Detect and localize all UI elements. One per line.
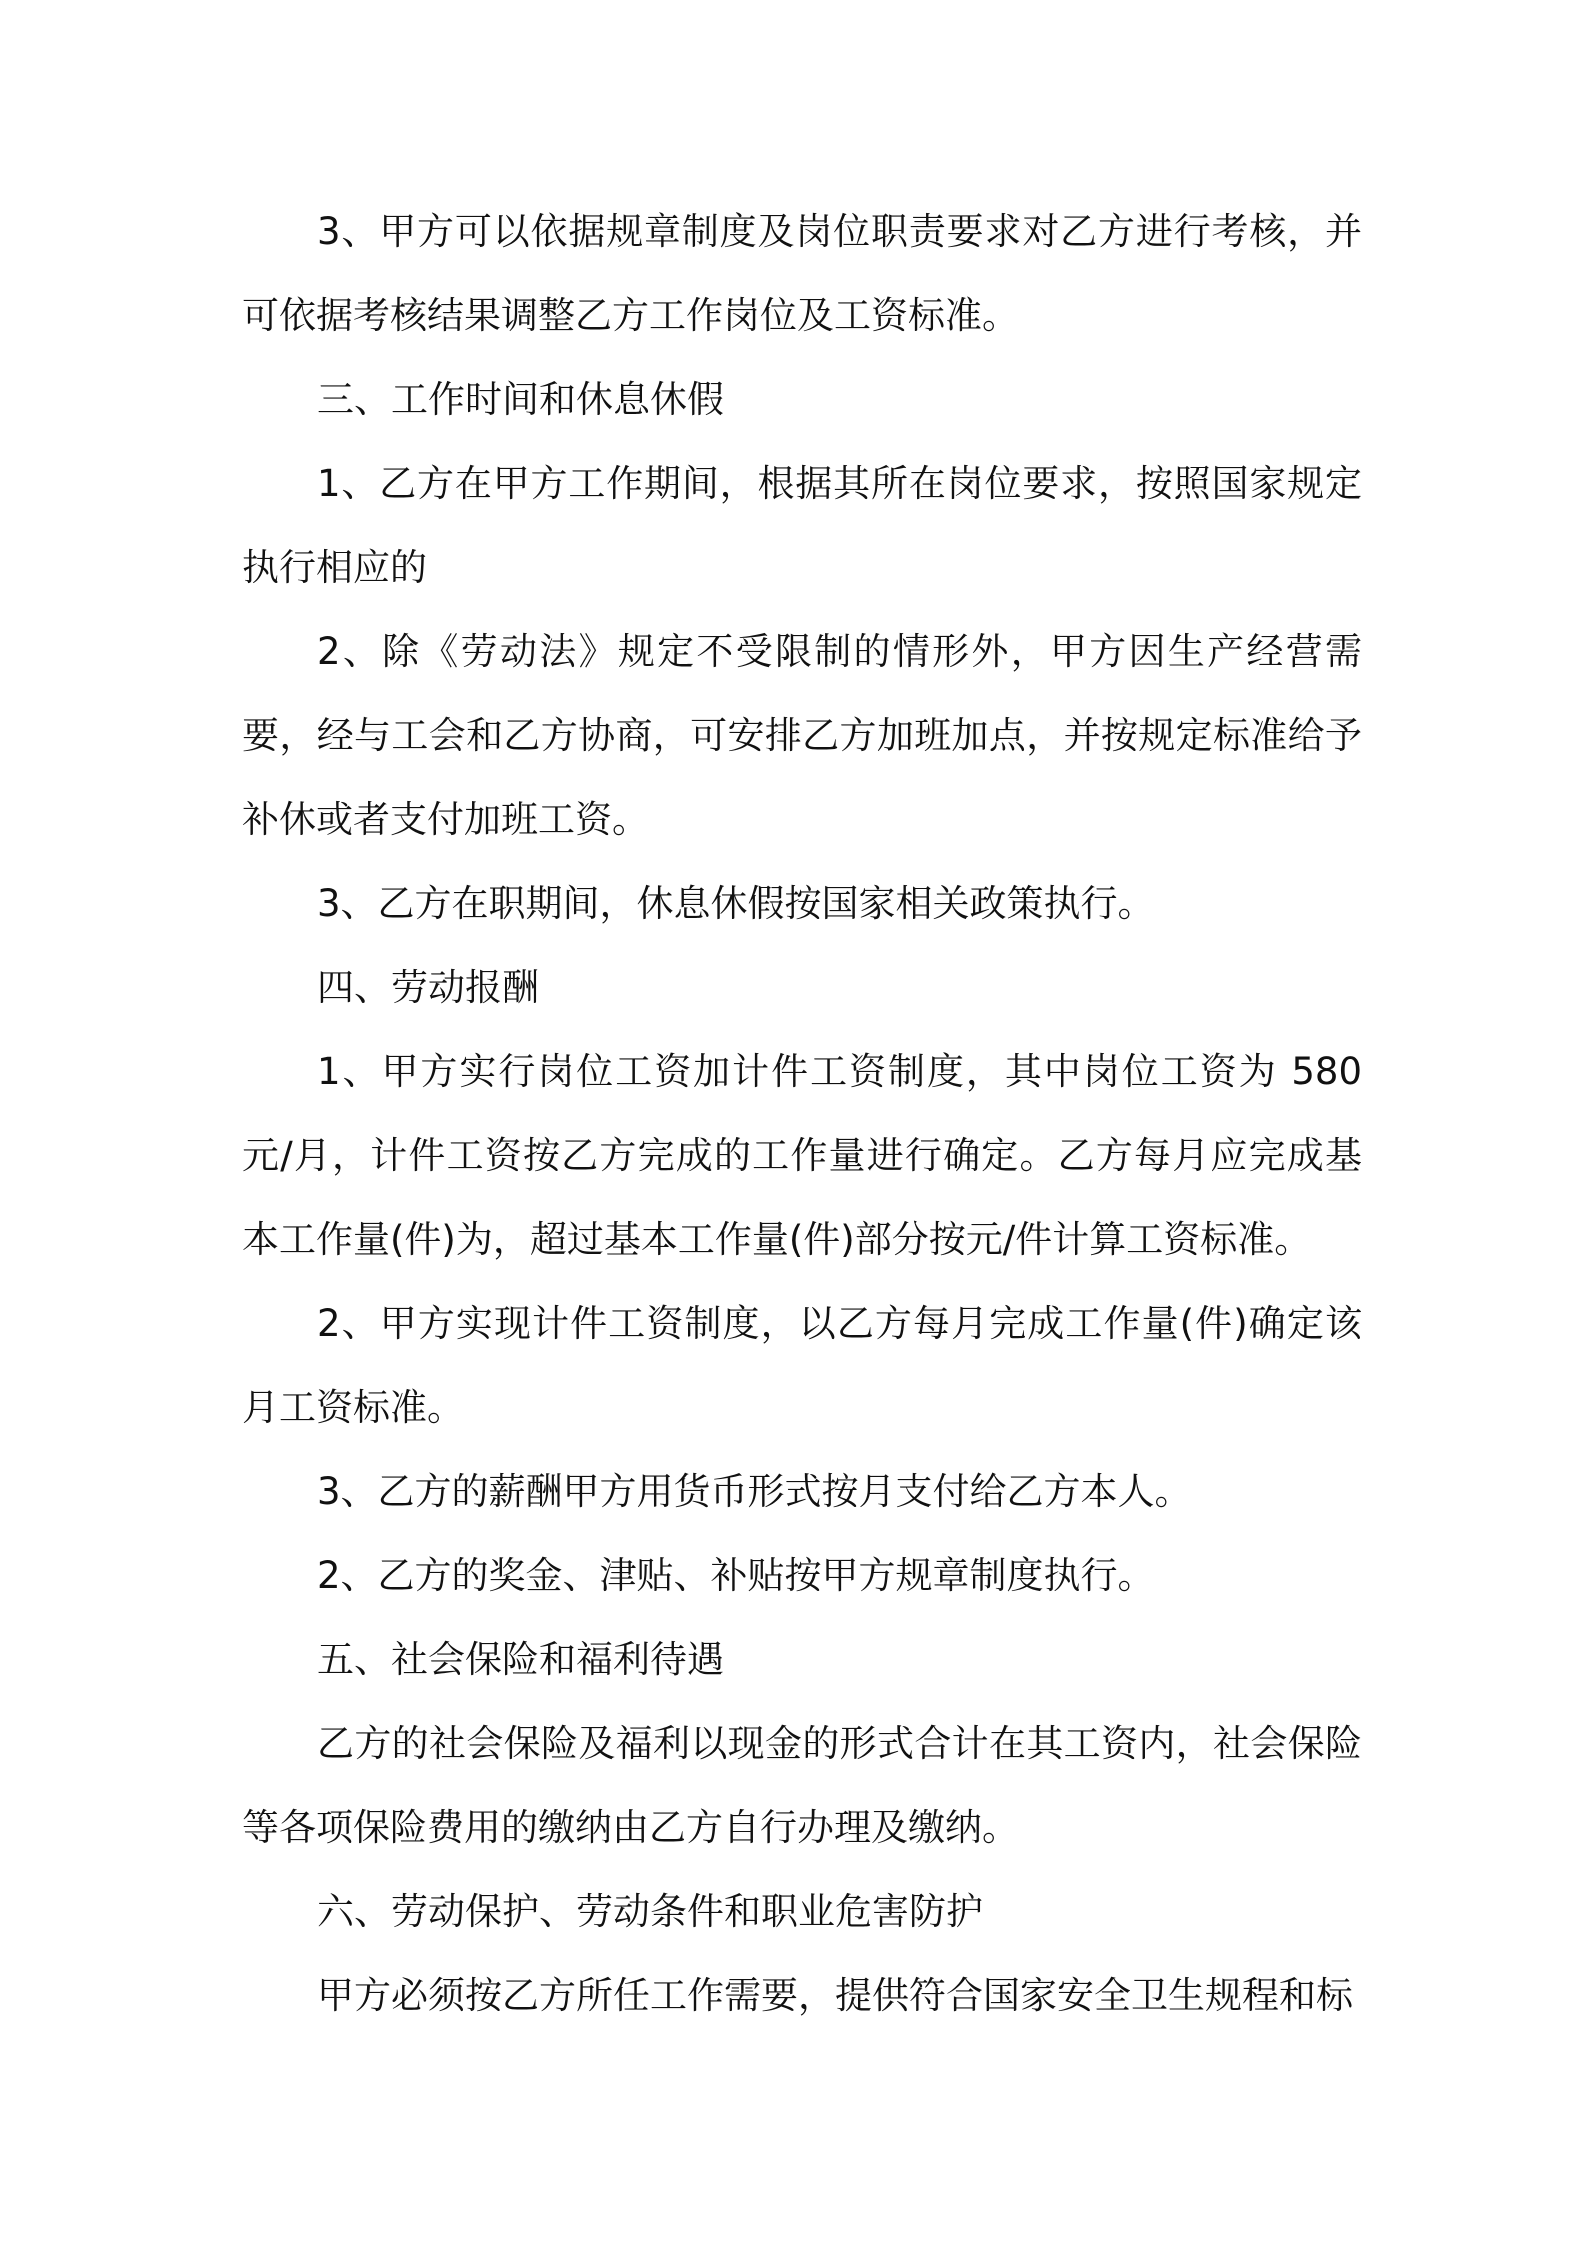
paragraph-clause-3-assessment: 3、甲方可以依据规章制度及岗位职责要求对乙方进行考核，并可依据考核结果调整乙方工作岗位及工资标准。 [242,210,1362,337]
paragraph-clause-1-wage-system: 1、甲方实行岗位工资加计件工资制度，其中岗位工资为 580 元/月，计件工资按乙方完成的工作量进行确定。乙方每月应完成基本工作量(件)为，超过基本工作量(件)部分按元/件计算工资标准。 [242,1050,1362,1261]
paragraph-clause-2-bonus: 2、乙方的奖金、津贴、补贴按甲方规章制度执行。 [317,1554,1155,1597]
document-body [242,190,1362,2038]
paragraph-clause-3-leave: 3、乙方在职期间，休息休假按国家相关政策执行。 [317,882,1155,925]
section-heading-labor-protection: 六、劳动保护、劳动条件和职业危害防护 [317,1890,983,1933]
paragraph-clause-3-payment: 3、乙方的薪酬甲方用货币形式按月支付给乙方本人。 [317,1470,1192,1513]
section-heading-social-insurance: 五、社会保险和福利待遇 [317,1638,724,1681]
paragraph-labor-protection: 甲方必须按乙方所任工作需要，提供符合国家安全卫生规程和标 [317,1974,1353,2017]
section-heading-working-hours: 三、工作时间和休息休假 [317,378,724,421]
paragraph-social-insurance: 乙方的社会保险及福利以现金的形式合计在其工资内，社会保险等各项保险费用的缴纳由乙方自行办理及缴纳。 [242,1722,1362,1849]
paragraph-clause-2-piece-rate: 2、甲方实现计件工资制度，以乙方每月完成工作量(件)确定该月工资标准。 [242,1302,1362,1429]
paragraph-clause-1-working-time: 1、乙方在甲方工作期间，根据其所在岗位要求，按照国家规定执行相应的 [242,462,1362,589]
paragraph-clause-2-overtime: 2、除《劳动法》规定不受限制的情形外，甲方因生产经营需要，经与工会和乙方协商，可安排乙方加班加点，并按规定标准给予补休或者支付加班工资。 [242,630,1362,841]
section-heading-remuneration: 四、劳动报酬 [317,966,539,1009]
